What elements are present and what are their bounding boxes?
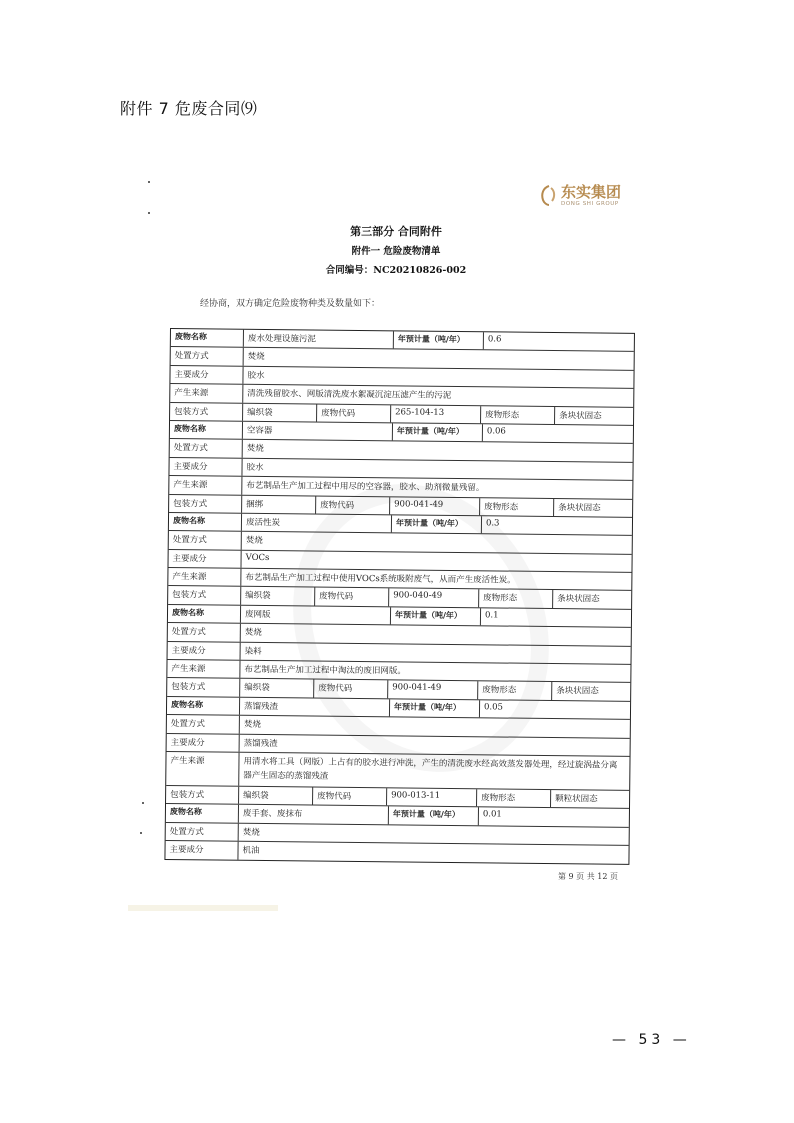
cell-disposal: 焚烧: [242, 440, 633, 461]
cell-source: 用清水将工具（网版）上占有的胶水进行冲洗，产生的清洗废水经高效蒸发器处理，经过旋涡盐分离器产生固态的蒸馏残渣: [238, 753, 629, 790]
cell-annual: 0.6: [483, 332, 634, 351]
table-row: [166, 751, 629, 790]
cell-label-packaging: 包装方式: [170, 790, 205, 801]
cell-annual: 0.05: [479, 700, 630, 719]
cell-disposal: 焚烧: [241, 532, 632, 553]
cell-packaging: 编织袋: [242, 403, 316, 421]
cell-label-component: 主要成分: [173, 461, 208, 473]
cell-form: 条块状固态: [553, 499, 632, 517]
cell-label-component: 主要成分: [170, 737, 205, 748]
scan-shade: [128, 905, 278, 911]
cell-label-component: 主要成分: [171, 645, 206, 657]
cell-component: 蒸馏残渣: [239, 734, 630, 755]
cell-form: 条块状固态: [552, 590, 631, 608]
cell-disposal: 焚烧: [239, 716, 630, 737]
cell-label-component: 主要成分: [172, 553, 207, 565]
cell-code: 900-041-49: [389, 497, 479, 515]
cell-label-code: 废物代码: [315, 496, 389, 514]
logo-mark-icon: [540, 184, 558, 206]
cell-code: 900-013-11: [386, 788, 476, 806]
cell-annual: 0.1: [480, 608, 631, 627]
cell-label-annual: 年预计量（吨/年）: [391, 515, 481, 533]
cell-label-code: 废物代码: [313, 680, 387, 698]
cell-packaging: 编织袋: [238, 787, 312, 805]
cell-annual: 0.3: [481, 516, 632, 535]
cell-code: 900-041-49: [387, 681, 477, 699]
cell-label-packaging: 包装方式: [171, 682, 206, 693]
cell-component: 机油: [237, 842, 628, 863]
cell-packaging: 编织袋: [239, 679, 313, 697]
cell-label-annual: 年预计量（吨/年）: [392, 423, 482, 441]
cell-label-code: 废物代码: [312, 787, 386, 805]
cell-label-packaging: 包装方式: [174, 406, 209, 417]
cell-label-disposal: 处置方式: [173, 443, 208, 454]
cell-component: 胶水: [242, 367, 633, 388]
company-logo: [540, 184, 621, 207]
cell-label-packaging: 包装方式: [172, 590, 207, 601]
cell-label-packaging: 包装方式: [173, 498, 208, 509]
contract-number: 合同编号：NC20210826-002: [325, 265, 467, 276]
cell-code: 900-040-49: [388, 589, 478, 607]
attachment-subtitle: 附件一 危险废物清单: [351, 246, 441, 257]
cell-name: 废网版: [240, 606, 390, 625]
cell-form: 颗粒状固态: [550, 790, 629, 808]
cell-label-name: 废物名称: [171, 607, 205, 618]
cell-name: 空容器: [242, 422, 392, 441]
cell-label-source: 产生来源: [170, 756, 205, 767]
cell-label-component: 主要成分: [169, 845, 204, 856]
cell-label-source: 产生来源: [171, 664, 206, 675]
cell-source: 布艺制品生产加工过程中使用VOCs系统吸附废气，从而产生废活性炭。: [240, 569, 631, 590]
cell-name: 废手套、废抹布: [238, 805, 388, 824]
cell-label-annual: 年预计量（吨/年）: [393, 331, 483, 349]
scan-dot: [140, 832, 142, 834]
cell-packaging: 编织袋: [240, 587, 314, 605]
cell-label-name: 废物名称: [173, 424, 206, 434]
cell-label-code: 废物代码: [314, 588, 388, 606]
cell-label-form: 废物形态: [478, 590, 552, 608]
scan-dot: [148, 181, 150, 183]
intro-text: 经协商，双方确定危险废物种类及数量如下：: [200, 299, 381, 309]
cell-label-name: 废物名称: [171, 699, 204, 710]
cell-disposal: 焚烧: [240, 624, 631, 645]
cell-label-source: 产生来源: [173, 480, 208, 491]
section-title: 第三部分 合同附件: [350, 225, 442, 238]
cell-name: 蒸馏残渣: [239, 698, 389, 717]
cell-label-source: 产生来源: [174, 388, 209, 399]
document-page-footer: 第 9 页 共 12 页: [558, 872, 618, 881]
cell-label-code: 废物代码: [316, 404, 390, 422]
page-header: 附件 7 危废合同⑼: [120, 99, 258, 118]
cell-packaging: 捆绑: [241, 495, 315, 513]
cell-name: 废活性炭: [241, 514, 391, 533]
scanned-document: [128, 150, 664, 910]
cell-source: 布艺制品生产加工过程中用尽的空容器，胶水、助剂微量残留。: [241, 477, 632, 498]
logo-text-cn: 东实集团: [561, 183, 622, 201]
cell-code: 265-104-13: [390, 405, 480, 423]
cell-component: 胶水: [241, 458, 632, 479]
cell-label-name: 废物名称: [174, 332, 207, 342]
cell-label-disposal: 处置方式: [174, 351, 209, 362]
waste-table: [164, 328, 635, 864]
cell-annual: 0.06: [482, 424, 633, 443]
cell-form: 条块状固态: [551, 682, 630, 700]
cell-component: VOCs: [240, 550, 631, 571]
logo-text-en: DONG SHI GROUP: [561, 201, 619, 207]
cell-label-source: 产生来源: [172, 572, 207, 583]
cell-annual: 0.01: [478, 808, 629, 827]
cell-label-annual: 年预计量（吨/年）: [388, 807, 478, 825]
cell-label-annual: 年预计量（吨/年）: [389, 699, 479, 717]
cell-label-disposal: 处置方式: [171, 627, 206, 638]
cell-label-form: 废物形态: [480, 406, 554, 424]
cell-label-component: 主要成分: [174, 369, 209, 381]
cell-form: 条块状固态: [554, 407, 633, 425]
page-number: — 53 —: [612, 1032, 691, 1048]
cell-label-disposal: 处置方式: [172, 535, 207, 546]
cell-label-disposal: 处置方式: [169, 826, 204, 838]
scan-dot: [142, 802, 144, 804]
cell-label-annual: 年预计量（吨/年）: [390, 607, 480, 625]
cell-source: 清洗残留胶水、网版清洗废水絮凝沉淀压滤产生的污泥: [242, 385, 633, 406]
cell-source: 布艺制品生产加工过程中淘汰的废旧网版。: [239, 661, 630, 682]
scan-dot: [148, 212, 150, 214]
cell-label-name: 废物名称: [172, 515, 206, 526]
cell-label-form: 废物形态: [477, 682, 551, 700]
cell-disposal: 焚烧: [238, 824, 629, 845]
cell-name: 废水处理设施污泥: [243, 330, 393, 349]
cell-label-name: 废物名称: [169, 807, 202, 817]
cell-label-form: 废物形态: [476, 789, 550, 807]
cell-disposal: 焚烧: [243, 348, 634, 369]
cell-label-form: 废物形态: [479, 498, 553, 516]
cell-component: 染料: [240, 642, 631, 663]
cell-label-disposal: 处置方式: [170, 719, 205, 730]
